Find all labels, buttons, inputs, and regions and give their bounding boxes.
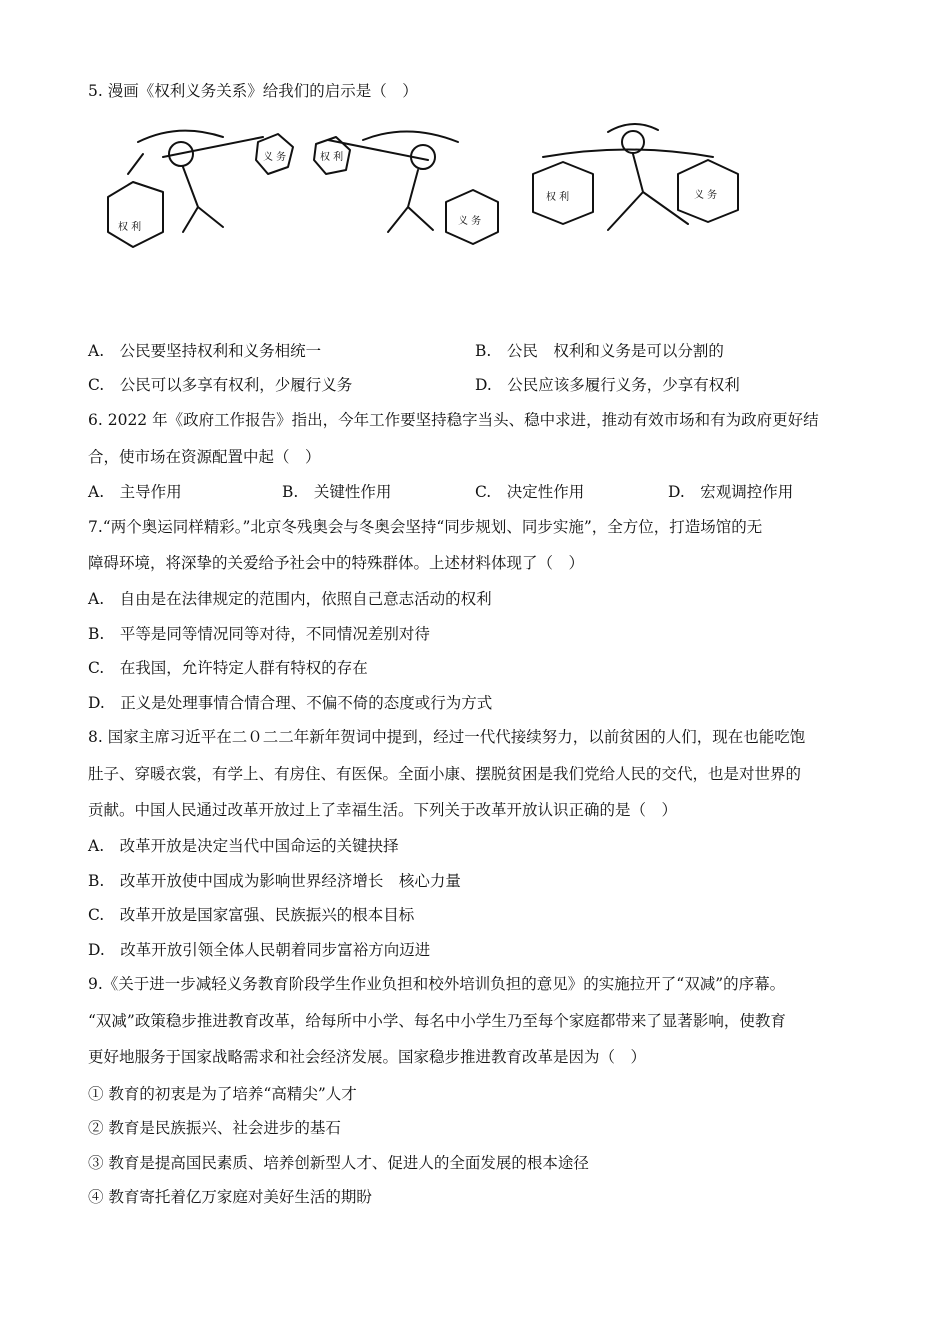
rights-box-1	[108, 182, 163, 247]
q9-stem-line-2: “双减”政策稳步推进教育改革，给每所中小学、每名中小学生乃至每个家庭都带来了显著影响，使教育	[88, 1012, 786, 1030]
q8-stem-line-2: 肚子、穿暖衣裳，有学上、有房住、有医保。全面小康、摆脱贫困是我们党给人民的交代，也是对世界的	[88, 765, 802, 783]
body-1	[183, 167, 223, 232]
comic-label-right-right-box: 义 务	[694, 190, 718, 201]
q7-option-c: C. 在我国，允许特定人群有特权的存在	[88, 659, 368, 677]
q5-option-d: D. 公民应该多履行义务，少享有权利	[475, 376, 740, 394]
q9-stem-line-3: 更好地服务于国家战略需求和社会经济发展。国家稳步推进教育改革是因为（ ）	[88, 1048, 647, 1066]
pole-1	[163, 137, 263, 157]
q7-option-a: A. 自由是在法律规定的范围内，依照自己意志活动的权利	[88, 590, 492, 608]
pole-3	[543, 150, 713, 158]
comic-label-left-ball: 义 务	[263, 152, 287, 163]
comic-label-left-box: 权 利	[118, 222, 142, 233]
q5-option-b: B. 公民 权利和义务是可以分割的	[475, 342, 724, 360]
q7-option-b: B. 平等是同等情况同等对待，不同情况差别对待	[88, 625, 430, 643]
q5-option-a: A. 公民要坚持权利和义务相统一	[88, 342, 322, 360]
q7-stem-line-2: 障碍环境，将深挚的关爱给予社会中的特殊群体。上述材料体现了（ ）	[88, 554, 585, 572]
q8-option-b: B. 改革开放使中国成为影响世界经济增长 核心力量	[88, 872, 461, 890]
comic-label-mid-box: 义 务	[458, 216, 482, 227]
q7-stem-line-1: 7.“两个奥运同样精彩。”北京冬残奥会与冬奥会坚持“同步规划、同步实施”，全方位，打造场馆的无	[88, 518, 763, 536]
q6-option-c: C. 决定性作用	[475, 483, 585, 501]
comic-label-mid-ball: 权 利	[320, 152, 344, 163]
q8-option-c: C. 改革开放是国家富强、民族振兴的根本目标	[88, 906, 415, 924]
q6-stem-line-2: 合，使市场在资源配置中起（ ）	[88, 448, 321, 466]
hat-1	[138, 131, 223, 142]
rope-1	[128, 154, 143, 174]
body-2	[388, 170, 433, 232]
q8-stem-line-3: 贡献。中国人民通过改革开放过上了幸福生活。下列关于改革开放认识正确的是（ ）	[88, 801, 678, 819]
q8-option-a: A. 改革开放是决定当代中国命运的关键抉择	[88, 837, 399, 855]
q9-item-3: ③ 教育是提高国民素质、培养创新型人才、促进人的全面发展的根本途径	[88, 1154, 589, 1172]
q9-item-4: ④ 教育寄托着亿万家庭对美好生活的期盼	[88, 1188, 372, 1206]
q6-option-a: A. 主导作用	[88, 483, 182, 501]
q9-stem-line-1: 9.《关于进一步减轻义务教育阶段学生作业负担和校外培训负担的意见》的实施拉开了“双减”的序幕。	[88, 975, 786, 993]
q6-option-d: D. 宏观调控作用	[668, 483, 794, 501]
q9-item-1: ① 教育的初衷是为了培养“高精尖”人才	[88, 1085, 357, 1103]
q5-stem: 5. 漫画《权利义务关系》给我们的启示是（ ）	[88, 82, 418, 100]
hat-2	[363, 131, 458, 142]
body-3	[608, 154, 688, 230]
q6-stem-line-1: 6. 2022 年《政府工作报告》指出，今年工作要坚持稳字当头、稳中求进，推动有效市场和有为政府更好结	[88, 411, 819, 429]
comic-label-right-left-box: 权 利	[546, 192, 570, 203]
q8-stem-line-1: 8. 国家主席习近平在二０二二年新年贺词中提到，经过一代代接续努力，以前贫困的人们，现在也能吃饱	[88, 728, 806, 746]
q5-option-c: C. 公民可以多享有权利，少履行义务	[88, 376, 353, 394]
comic-illustration	[88, 112, 768, 252]
q7-option-d: D. 正义是处理事情合情合理、不偏不倚的态度或行为方式	[88, 694, 493, 712]
q8-option-d: D. 改革开放引领全体人民朝着同步富裕方向迈进	[88, 941, 431, 959]
q9-item-2: ② 教育是民族振兴、社会进步的基石	[88, 1119, 341, 1137]
q6-option-b: B. 关键性作用	[282, 483, 392, 501]
rights-duties-comic	[88, 112, 768, 252]
